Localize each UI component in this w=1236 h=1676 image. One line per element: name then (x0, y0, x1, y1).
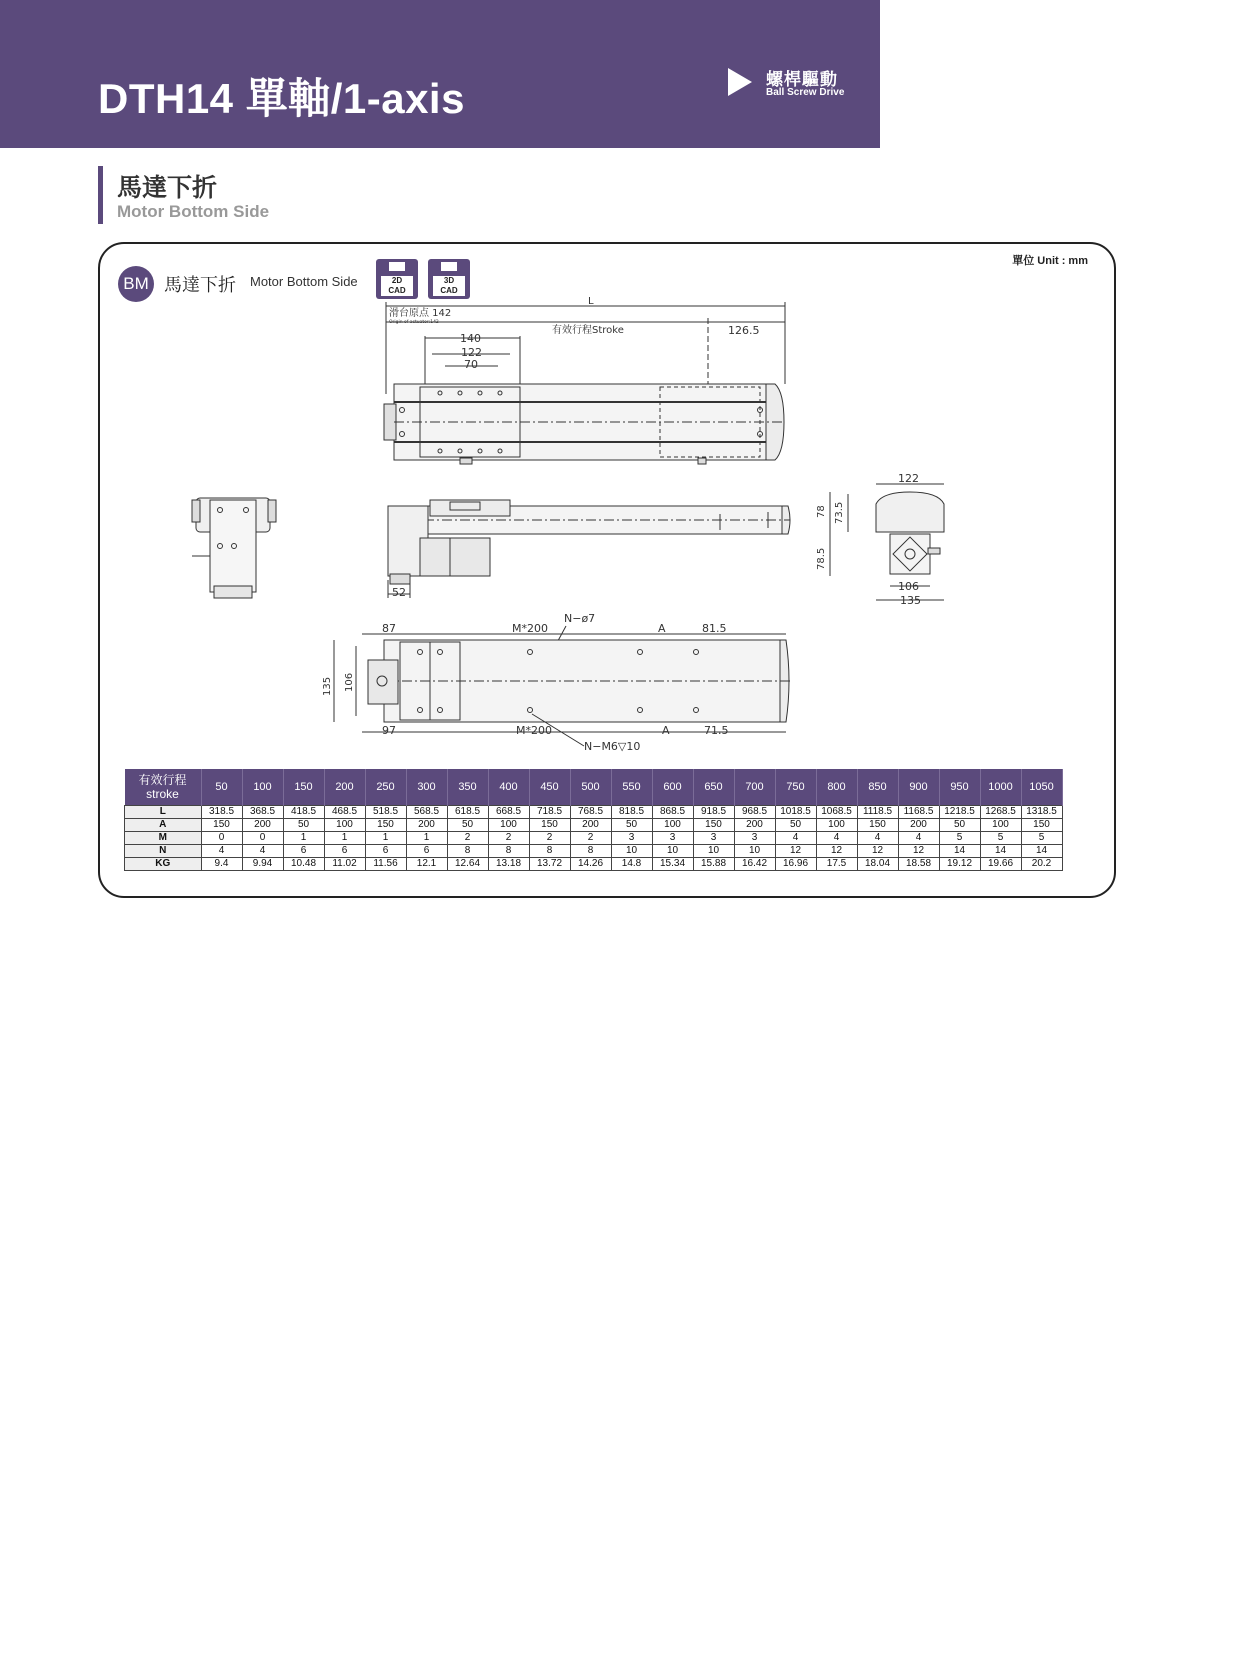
spec-cell: 468.5 (324, 806, 365, 819)
spec-cell: 11.56 (365, 858, 406, 871)
spec-cell: 100 (980, 819, 1021, 832)
category-title-zh: 螺桿驅動 (766, 70, 838, 89)
dim-87: 87 (382, 622, 396, 635)
stroke-col: 100 (242, 769, 283, 806)
stroke-col: 850 (857, 769, 898, 806)
spec-cell: 2 (529, 832, 570, 845)
spec-cell: 10 (734, 845, 775, 858)
stroke-col: 700 (734, 769, 775, 806)
spec-cell: 11.02 (324, 858, 365, 871)
stroke-col: 600 (652, 769, 693, 806)
spec-cell: 1268.5 (980, 806, 1021, 819)
spec-cell: 6 (324, 845, 365, 858)
spec-cell: 768.5 (570, 806, 611, 819)
dim-end-73-5: 73.5 (834, 501, 845, 524)
cad-2d-line2: CAD (388, 286, 406, 295)
spec-cell: 518.5 (365, 806, 406, 819)
spec-cell: 13.72 (529, 858, 570, 871)
spec-cell: 0 (242, 832, 283, 845)
side-view (388, 500, 790, 599)
spec-cell: 1218.5 (939, 806, 980, 819)
spec-cell: 200 (734, 819, 775, 832)
spec-cell: 4 (201, 845, 242, 858)
spec-cell: 50 (283, 819, 324, 832)
spec-cell: 16.96 (775, 858, 816, 871)
technical-drawing (100, 244, 1114, 764)
spec-cell: 14.8 (611, 858, 652, 871)
stroke-col: 250 (365, 769, 406, 806)
spec-row-label: KG (125, 858, 202, 871)
play-arrow-icon (728, 68, 752, 96)
spec-cell: 8 (447, 845, 488, 858)
spec-table (124, 769, 1063, 871)
drawing-panel (98, 242, 1116, 898)
stroke-col: 650 (693, 769, 734, 806)
section-title-zh: 馬達下折 (117, 174, 218, 202)
spec-cell: 10.48 (283, 858, 324, 871)
dim-origin-en: Origin of actuator:142 (389, 320, 439, 325)
section-accent-bar (98, 166, 103, 224)
spec-cell: 17.5 (816, 858, 857, 871)
spec-cell: 100 (488, 819, 529, 832)
stroke-col: 1050 (1021, 769, 1062, 806)
stroke-col: 800 (816, 769, 857, 806)
spec-cell: 18.58 (898, 858, 939, 871)
spec-cell: 15.34 (652, 858, 693, 871)
spec-cell: 1068.5 (816, 806, 857, 819)
spec-cell: 10 (611, 845, 652, 858)
dim-n-m6: N−M6▽10 (584, 740, 641, 753)
left-end-view (192, 498, 276, 598)
spec-cell: 3 (611, 832, 652, 845)
dim-bottom-106: 106 (344, 672, 355, 692)
variant-title-zh: 馬達下折 (164, 275, 236, 295)
dim-end-122: 122 (898, 472, 919, 485)
variant-badge: BM (118, 266, 154, 302)
spec-cell: 150 (857, 819, 898, 832)
spec-cell: 5 (1021, 832, 1062, 845)
stroke-col: 400 (488, 769, 529, 806)
spec-cell: 12 (816, 845, 857, 858)
stroke-col: 1000 (980, 769, 1021, 806)
stroke-col: 500 (570, 769, 611, 806)
spec-cell: 14 (980, 845, 1021, 858)
spec-cell: 818.5 (611, 806, 652, 819)
spec-cell: 4 (898, 832, 939, 845)
spec-cell: 318.5 (201, 806, 242, 819)
spec-cell: 1 (324, 832, 365, 845)
spec-cell: 918.5 (693, 806, 734, 819)
spec-cell: 10 (652, 845, 693, 858)
variant-title-en: Motor Bottom Side (250, 274, 358, 289)
spec-cell: 8 (529, 845, 570, 858)
stroke-col: 350 (447, 769, 488, 806)
spec-cell: 3 (652, 832, 693, 845)
dim-end-78-5: 78.5 (816, 547, 827, 570)
spec-cell: 968.5 (734, 806, 775, 819)
spec-cell: 150 (201, 819, 242, 832)
spec-cell: 14 (1021, 845, 1062, 858)
spec-cell: 4 (242, 845, 283, 858)
spec-cell: 50 (939, 819, 980, 832)
bottom-view (322, 612, 790, 753)
spec-cell: 200 (242, 819, 283, 832)
spec-cell: 100 (652, 819, 693, 832)
spec-cell: 15.88 (693, 858, 734, 871)
spec-cell: 368.5 (242, 806, 283, 819)
spec-cell: 1168.5 (898, 806, 939, 819)
spec-cell: 6 (365, 845, 406, 858)
spec-cell: 100 (324, 819, 365, 832)
spec-cell: 5 (980, 832, 1021, 845)
spec-cell: 13.18 (488, 858, 529, 871)
category-badge (728, 64, 848, 104)
spec-cell: 718.5 (529, 806, 570, 819)
spec-cell: 200 (570, 819, 611, 832)
spec-row-m (125, 832, 1063, 845)
spec-cell: 1 (283, 832, 324, 845)
spec-cell: 100 (816, 819, 857, 832)
cad-3d-line2: CAD (440, 286, 458, 295)
spec-cell: 668.5 (488, 806, 529, 819)
dim-n-phi7: N−ø7 (564, 612, 596, 625)
spec-cell: 200 (406, 819, 447, 832)
stroke-col: 900 (898, 769, 939, 806)
spec-row-label: A (125, 819, 202, 832)
spec-cell: 150 (529, 819, 570, 832)
spec-cell: 0 (201, 832, 242, 845)
spec-cell: 50 (447, 819, 488, 832)
stroke-header-zh: 有效行程 (138, 773, 187, 787)
spec-cell: 2 (488, 832, 529, 845)
spec-cell: 1118.5 (857, 806, 898, 819)
stroke-col: 550 (611, 769, 652, 806)
spec-cell: 6 (406, 845, 447, 858)
spec-cell: 200 (898, 819, 939, 832)
spec-cell: 19.66 (980, 858, 1021, 871)
spec-row-a (125, 819, 1063, 832)
dim-end-106: 106 (898, 580, 919, 593)
dim-70: 70 (464, 358, 478, 371)
dim-140: 140 (460, 332, 481, 345)
stroke-col: 950 (939, 769, 980, 806)
stroke-header-en: stroke (146, 787, 179, 801)
spec-cell: 12 (857, 845, 898, 858)
spec-cell: 16.42 (734, 858, 775, 871)
spec-cell: 2 (447, 832, 488, 845)
spec-row-kg (125, 858, 1063, 871)
dim-m200: M*200 (512, 622, 548, 635)
spec-cell: 19.12 (939, 858, 980, 871)
spec-cell: 50 (611, 819, 652, 832)
spec-cell: 618.5 (447, 806, 488, 819)
stroke-col: 200 (324, 769, 365, 806)
dim-122: 122 (461, 346, 482, 359)
spec-cell: 150 (365, 819, 406, 832)
spec-cell: 1018.5 (775, 806, 816, 819)
spec-cell: 14 (939, 845, 980, 858)
spec-cell: 8 (570, 845, 611, 858)
spec-cell: 1 (406, 832, 447, 845)
cad-2d-line1: 2D (391, 276, 403, 285)
spec-cell: 10 (693, 845, 734, 858)
spec-row-label: M (125, 832, 202, 845)
stroke-col: 750 (775, 769, 816, 806)
dim-L: L (588, 296, 594, 307)
stroke-header (125, 769, 202, 806)
spec-cell: 4 (857, 832, 898, 845)
top-view (384, 296, 785, 464)
spec-cell: 18.04 (857, 858, 898, 871)
spec-cell: 12.1 (406, 858, 447, 871)
dim-m200-bottom: M*200 (516, 724, 552, 737)
spec-cell: 12 (898, 845, 939, 858)
dim-a-top: A (658, 622, 666, 635)
category-title-en: Ball Screw Drive (766, 87, 845, 98)
stroke-col: 300 (406, 769, 447, 806)
spec-cell: 4 (816, 832, 857, 845)
spec-row-label: L (125, 806, 202, 819)
spec-row-label: N (125, 845, 202, 858)
spec-cell: 9.4 (201, 858, 242, 871)
dim-end-135: 135 (900, 594, 921, 607)
spec-cell: 3 (693, 832, 734, 845)
spec-cell: 3 (734, 832, 775, 845)
spec-cell: 50 (775, 819, 816, 832)
spec-cell: 2 (570, 832, 611, 845)
spec-cell: 20.2 (1021, 858, 1062, 871)
page-header (0, 0, 880, 148)
spec-cell: 6 (283, 845, 324, 858)
spec-cell: 568.5 (406, 806, 447, 819)
spec-cell: 12.64 (447, 858, 488, 871)
section-title-en: Motor Bottom Side (117, 202, 270, 221)
stroke-col: 450 (529, 769, 570, 806)
dim-97: 97 (382, 724, 396, 737)
dim-52: 52 (392, 586, 406, 599)
spec-cell: 1 (365, 832, 406, 845)
spec-cell: 1318.5 (1021, 806, 1062, 819)
dim-stroke: 有效行程Stroke (552, 325, 624, 336)
spec-cell: 418.5 (283, 806, 324, 819)
spec-cell: 14.26 (570, 858, 611, 871)
spec-cell: 150 (1021, 819, 1062, 832)
spec-cell: 150 (693, 819, 734, 832)
cad-3d-line1: 3D (443, 276, 455, 285)
stroke-col: 150 (283, 769, 324, 806)
dim-126-5: 126.5 (728, 324, 760, 337)
dim-origin: 滑台原点 142 (389, 308, 452, 319)
dim-71-5: 71.5 (704, 724, 729, 737)
spec-cell: 8 (488, 845, 529, 858)
spec-cell: 4 (775, 832, 816, 845)
dim-81-5: 81.5 (702, 622, 727, 635)
spec-cell: 9.94 (242, 858, 283, 871)
dim-bottom-135: 135 (322, 676, 333, 696)
dim-a-bottom: A (662, 724, 670, 737)
spec-cell: 868.5 (652, 806, 693, 819)
right-end-view (816, 472, 944, 607)
spec-cell: 5 (939, 832, 980, 845)
spec-row-n (125, 845, 1063, 858)
spec-row-l (125, 806, 1063, 819)
spec-cell: 12 (775, 845, 816, 858)
spec-header-row (125, 769, 1063, 806)
page-title: DTH14 單軸/1-axis (98, 75, 465, 122)
stroke-col: 50 (201, 769, 242, 806)
unit-label: 單位 Unit : mm (1012, 255, 1088, 267)
dim-end-78: 78 (816, 505, 827, 518)
